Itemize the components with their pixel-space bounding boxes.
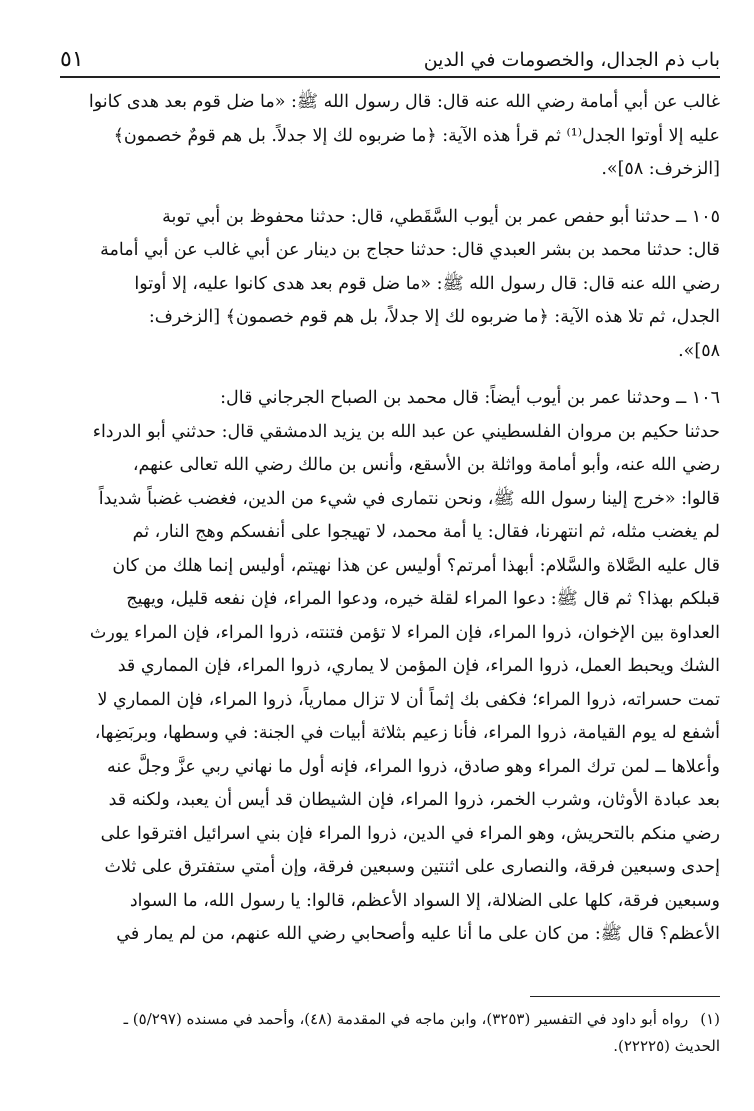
text-line: الشك ويحبط العمل، ذروا المراء، فإن المؤمن لا يماري، ذروا المراء، فإن المماري قد <box>117 656 720 676</box>
hadith-105 <box>60 201 720 369</box>
text-line: لم يغضب مثله، ثم انتهرنا، فقال: يا أمة محمد، لا تهيجوا على أنفسكم وهج النار، ثم <box>132 522 720 542</box>
footnote-line: الحديث (٢٢٢٢٥). <box>613 1037 720 1055</box>
text-line: العداوة بين الإخوان، ذروا المراء، فإن المراء لا تؤمن فتنته، ذروا المراء، فإن المراء يورث <box>89 622 720 643</box>
text-line: حدثنا حكيم بن مروان الفلسطيني عن عبد الله بن يزيد الدمشقي قال: حدثني أبو الدرداء <box>92 421 720 442</box>
text-line: قالوا: «خرج إلينا رسول الله ﷺ، ونحن نتمارى في شيء من الدين، فغضب غضباً شديداً <box>98 488 720 509</box>
footnote-number: (١) <box>700 1010 720 1028</box>
footnote-divider <box>530 996 720 997</box>
paragraph-continuation <box>60 86 720 187</box>
footnote <box>60 1006 720 1060</box>
text-line: وسبعين فرقة، كلها على الضلالة، إلا السواد الأعظم، قالوا: يا رسول الله، ما السواد <box>129 890 720 911</box>
text-line: قبلكم بهذا؟ ثم قال ﷺ: دعوا المراء لقلة خيره، ودعوا المراء، فإن نفعه قليل، ويهيج <box>126 589 720 609</box>
text-line: بعد عبادة الأوثان، وشرب الخمر، ذروا المراء، فإن الشيطان قد أيس أن يعبد، ولكنه قد <box>108 790 720 810</box>
hadith-106 <box>60 382 720 952</box>
text-line: ١٠٥ ــ حدثنا أبو حفص عمر بن أيوب السَّقَطي، قال: حدثنا محفوظ بن أبي توبة <box>162 206 720 227</box>
text-line: [الزخرف: ٥٨]». <box>601 159 720 179</box>
footnote-text: رواه أبو داود في التفسير (٣٢٥٣)، وابن ماجه في المقدمة (٤٨)، وأحمد في مسنده (٥/٢٩٧) ـ <box>123 1010 689 1028</box>
text-line: رضي منكم بالتحريش، وهو المراء في الدين، ذروا المراء فإن بني اسرائيل افترقوا على <box>100 823 720 844</box>
text-line: قال: حدثنا محمد بن بشر العبدي قال: حدثنا حجاج بن دينار عن أبي غالب عن أبي أمامة <box>100 240 720 260</box>
text-line: ١٠٦ ــ وحدثنا عمر بن أيوب أيضاً: قال محمد بن الصباح الجرجاني قال: <box>220 388 720 408</box>
text-line: تمت حسراته، ذروا المراء؛ فكفى بك إثماً أن لا تزال ممارياً، ذروا المراء، فإن المماري لا <box>97 689 720 710</box>
text-line: غالب عن أبي أمامة رضي الله عنه قال: قال رسول الله ﷺ: «ما ضل قوم بعد هدى كانوا <box>88 92 720 112</box>
text-line: قال عليه الصَّلاة والسَّلام: أبهذا أمرتم؟ أوليس عن هذا نهيتم، أوليس إنما هلك من كان <box>112 555 720 576</box>
text-line: عليه إلا أوتوا الجدل⁽¹⁾ ثم قرأ هذه الآية: ﴿ما ضربوه لك إلا جدلاً. بل هم قومٌ خصمون﴾ <box>113 125 720 146</box>
text-line: أشفع له يوم القيامة، ذروا المراء، فأنا زعيم بثلاثة أبيات في الجنة: في وسطها، وبربَضِها، <box>94 723 720 743</box>
footnote-line <box>60 1006 720 1033</box>
text-line: إحدى وسبعين فرقة، والنصارى على اثنتين وسبعين فرقة، وإن أمتي ستفترق على ثلاث <box>104 857 720 877</box>
running-header <box>60 34 720 78</box>
text-line: الجدل، ثم تلا هذه الآية: ﴿ما ضربوه لك إلا جدلاً، بل هم قوم خصمون﴾ [الزخرف: <box>148 307 720 327</box>
text-line: وأعلاها ــ لمن ترك المراء وهو صادق، ذروا المراء، فإنه أول ما نهاني ربي عزَّ وجلَّ عنه <box>106 756 720 777</box>
text-line: رضي الله عنه قال: قال رسول الله ﷺ: «ما ضل قوم بعد هدى كانوا عليه، إلا أوتوا <box>134 273 720 294</box>
book-page <box>60 34 720 1094</box>
page-number: ٥١ <box>60 47 84 72</box>
text-line: ٥٨]». <box>678 340 720 361</box>
chapter-title: باب ذم الجدال، والخصومات في الدين <box>423 49 720 71</box>
text-line: رضي الله عنه، وأبو أمامة وواثلة بن الأسقع، وأنس بن مالك رضي الله تعالى عنهم، <box>132 455 720 475</box>
text-line: الأعظم؟ قال ﷺ: من كان على ما أنا عليه وأصحابي رضي الله عنهم، من لم يمار في <box>116 924 720 944</box>
